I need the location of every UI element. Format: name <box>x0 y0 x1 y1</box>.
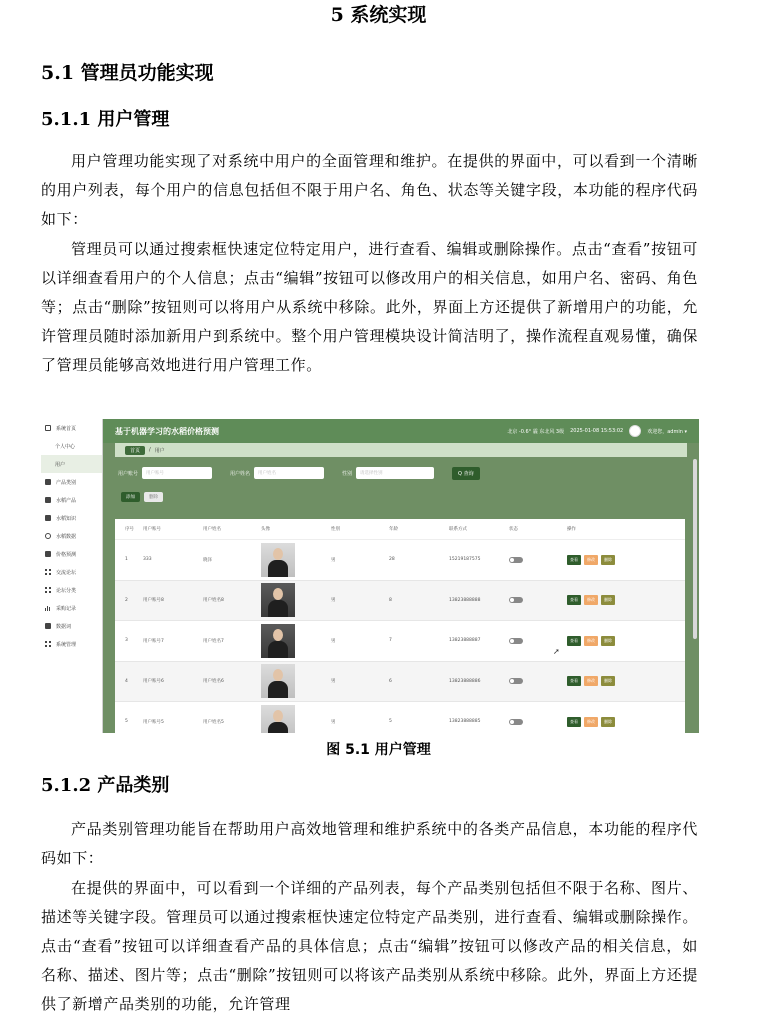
avatar[interactable] <box>629 425 641 437</box>
sidebar-item[interactable] <box>41 491 102 509</box>
sidebar-item-label: 系统首页 <box>56 425 77 432</box>
row-account: 333 <box>143 557 152 563</box>
row-phone: 13823888888 <box>449 597 481 603</box>
section-title: 5.1 管理员功能实现 <box>41 62 214 84</box>
column-header: 性别 <box>331 527 340 532</box>
sidebar-item-label: 采购记录 <box>56 605 77 612</box>
avatar-photo <box>261 664 295 698</box>
view-button[interactable]: 查看 <box>567 555 581 565</box>
column-header: 年龄 <box>389 527 398 532</box>
top-bar <box>103 419 699 443</box>
row-account: 用户账号5 <box>143 719 164 725</box>
column-header: 状态 <box>509 527 518 532</box>
row-age: 5 <box>389 719 392 725</box>
account-label: 用户账号 <box>118 470 139 477</box>
table-row[interactable] <box>115 540 685 581</box>
name-search-input[interactable]: 用户姓名 <box>254 467 324 479</box>
sidebar-item[interactable] <box>41 527 102 545</box>
row-avatar-cell <box>261 705 331 733</box>
row-actions <box>567 595 667 605</box>
sidebar-item-label: 产品类别 <box>56 479 77 486</box>
row-status-cell <box>509 719 567 725</box>
sidebar-item-label: 价格预测 <box>56 551 77 558</box>
row-number: 2 <box>125 597 128 603</box>
row-gender: 男 <box>331 598 336 604</box>
delete-button[interactable]: 删除 <box>601 717 615 727</box>
sidebar-item-label: 个人中心 <box>55 443 76 450</box>
row-gender: 男 <box>331 557 336 563</box>
row-actions <box>567 676 667 686</box>
row-age: 7 <box>389 638 392 644</box>
row-phone: 13823888885 <box>449 719 481 725</box>
row-account: 用户账号8 <box>143 598 164 604</box>
row-number: 4 <box>125 678 128 684</box>
row-avatar-cell <box>261 664 331 698</box>
column-header: 联系方式 <box>449 527 467 532</box>
sidebar-item[interactable] <box>41 473 102 491</box>
row-avatar-cell <box>261 583 331 617</box>
mouse-cursor-icon: ➚ <box>553 647 560 656</box>
status-toggle[interactable] <box>509 719 523 725</box>
row-name: 用户姓名8 <box>203 598 224 604</box>
row-status-cell <box>509 597 567 603</box>
table-row[interactable] <box>115 621 685 662</box>
row-avatar-cell <box>261 543 331 577</box>
delete-button[interactable]: 删除 <box>601 636 615 646</box>
search-row <box>103 457 699 481</box>
edit-button[interactable]: 修改 <box>584 636 598 646</box>
row-gender: 男 <box>331 719 336 725</box>
row-account: 用户账号6 <box>143 679 164 685</box>
sidebar-item-label: 交流论坛 <box>56 569 77 576</box>
top-bar-info <box>501 425 687 437</box>
row-number: 5 <box>125 719 128 725</box>
sidebar-item[interactable] <box>41 563 102 581</box>
weather-text: 北京 -0.6° 霾 东北风 3级 <box>507 428 565 435</box>
row-age: 8 <box>389 597 392 603</box>
delete-button[interactable]: 删除 <box>601 555 615 565</box>
app-title: 基于机器学习的水稻价格预测 <box>115 426 219 436</box>
row-avatar-cell <box>261 624 331 658</box>
status-toggle[interactable] <box>509 557 523 563</box>
row-phone: 13823888886 <box>449 678 481 684</box>
sidebar-item[interactable] <box>41 455 102 473</box>
category-icon <box>45 479 51 485</box>
row-age: 6 <box>389 678 392 684</box>
gender-label: 性别 <box>342 470 353 477</box>
edit-button[interactable]: 修改 <box>584 717 598 727</box>
predict-icon <box>45 551 51 557</box>
sidebar-item-label: 水稻产品 <box>56 497 77 504</box>
row-name: 用户姓名6 <box>203 679 224 685</box>
column-header: 头像 <box>261 527 270 532</box>
main-panel <box>103 419 699 733</box>
add-button[interactable]: 添加 <box>121 492 140 502</box>
sidebar-item[interactable] <box>41 437 102 455</box>
sidebar-item-label: 论坛分类 <box>56 587 77 594</box>
row-actions <box>567 717 667 727</box>
avatar-photo <box>261 543 295 577</box>
batch-delete-button[interactable]: 删除 <box>144 492 163 502</box>
subsection-title-product-category: 5.1.2 产品类别 <box>41 775 170 796</box>
view-button[interactable]: 查看 <box>567 717 581 727</box>
forum-icon <box>45 569 51 575</box>
table-row[interactable] <box>115 581 685 622</box>
row-status-cell <box>509 557 567 563</box>
dict-icon <box>45 623 51 629</box>
settings-icon <box>45 641 51 647</box>
row-gender: 男 <box>331 679 336 685</box>
view-button[interactable]: 查看 <box>567 636 581 646</box>
edit-button[interactable]: 修改 <box>584 595 598 605</box>
breadcrumb-current: 用户 <box>154 447 165 454</box>
account-search-input[interactable]: 用户账号 <box>142 467 212 479</box>
column-header: 用户账号 <box>143 527 161 532</box>
data-icon <box>45 533 51 539</box>
status-toggle[interactable] <box>509 597 523 603</box>
row-gender: 男 <box>331 638 336 644</box>
table-header <box>115 519 685 540</box>
edit-button[interactable]: 修改 <box>584 555 598 565</box>
row-number: 3 <box>125 638 128 644</box>
breadcrumb-separator: / <box>149 447 151 453</box>
sidebar-item[interactable] <box>41 509 102 527</box>
sidebar-item[interactable] <box>41 617 102 635</box>
sidebar-item[interactable] <box>41 419 102 437</box>
scrollbar[interactable] <box>693 459 697 639</box>
status-toggle[interactable] <box>509 678 523 684</box>
name-label: 用户姓名 <box>230 470 251 477</box>
sidebar-item-label: 系统管理 <box>56 641 77 648</box>
status-toggle[interactable] <box>509 638 523 644</box>
datetime-text: 2025-01-08 15:53:02 <box>570 428 624 434</box>
row-actions <box>567 636 667 646</box>
gender-select[interactable]: 请选择性别 <box>356 467 434 479</box>
chart-icon <box>45 605 51 611</box>
sidebar-item[interactable] <box>41 635 102 653</box>
view-button[interactable]: 查看 <box>567 595 581 605</box>
row-status-cell <box>509 678 567 684</box>
query-button[interactable]: Q 查询 <box>452 467 480 480</box>
sidebar-item-label: 用户 <box>55 461 66 468</box>
row-number: 1 <box>125 557 128 563</box>
sidebar-item[interactable] <box>41 545 102 563</box>
product-icon <box>45 497 51 503</box>
sidebar-item-label: 数据词 <box>56 623 72 630</box>
avatar-photo <box>261 705 295 733</box>
delete-button[interactable]: 删除 <box>601 676 615 686</box>
figure-caption: 图 5.1 用户管理 <box>326 742 431 758</box>
chapter-title: 5 系统实现 <box>330 4 427 26</box>
grid-icon <box>45 587 51 593</box>
row-phone: 15219187575 <box>449 557 481 563</box>
breadcrumb <box>115 443 687 457</box>
column-header: 用户姓名 <box>203 527 221 532</box>
row-name: 用户姓名5 <box>203 719 224 725</box>
book-icon <box>45 515 51 521</box>
paragraph-2: 管理员可以通过搜索框快速定位特定用户，进行查看、编辑或删除操作。点击“查看”按钮可以详细查看用户的个人信息；点击“编辑”按钮可以修改用户的相关信息，如用户名、密码、角色等；点击“删除”按钮则可以将用户从系统中移除。此外，界面上方还提供了新增用户的功能，允许管理员随时添加新用户到系统中。整个用户管理模块设计简洁明了，操作流程直观易懂，确保了管理员能够高效地进行用户管理工作。 <box>41 240 698 374</box>
breadcrumb-home[interactable]: 首页 <box>125 446 145 455</box>
row-age: 28 <box>389 557 395 563</box>
edit-button[interactable]: 修改 <box>584 676 598 686</box>
home-icon <box>45 425 51 431</box>
avatar-photo <box>261 624 295 658</box>
table-row[interactable] <box>115 702 685 733</box>
row-status-cell <box>509 638 567 644</box>
sidebar-item[interactable] <box>41 581 102 599</box>
user-management-screenshot <box>41 419 699 733</box>
row-name: 晓泽 <box>203 557 212 563</box>
row-phone: 13823888887 <box>449 638 481 644</box>
column-header: 序号 <box>125 527 134 532</box>
row-name: 用户姓名7 <box>203 638 224 644</box>
table-row[interactable] <box>115 662 685 703</box>
sidebar-item[interactable] <box>41 599 102 617</box>
row-account: 用户账号7 <box>143 638 164 644</box>
user-table <box>115 519 685 733</box>
action-button-row <box>103 481 699 503</box>
row-actions <box>567 555 667 565</box>
paragraph-3: 产品类别管理功能旨在帮助用户高效地管理和维护系统中的各类产品信息，本功能的程序代码如下： <box>41 820 698 867</box>
paragraph-4: 在提供的界面中，可以看到一个详细的产品列表，每个产品类别包括但不限于名称、图片、描述等关键字段。管理员可以通过搜索框快速定位特定产品类别，进行查看、编辑或删除操作。点击“查看”按钮可以详细查看产品的具体信息；点击“编辑”按钮可以修改产品的相关信息，如名称、描述、图片等；点击“删除”按钮则可以将该产品类别从系统中移除。此外，界面上方还提供了新增产品类别的功能，允许管理 <box>41 879 698 1013</box>
paragraph-1: 用户管理功能实现了对系统中用户的全面管理和维护。在提供的界面中，可以看到一个清晰的用户列表，每个用户的信息包括但不限于用户名、角色、状态等关键字段，本功能的程序代码如下： <box>41 152 698 228</box>
sidebar-item-label: 水稻知识 <box>56 515 77 522</box>
view-button[interactable]: 查看 <box>567 676 581 686</box>
avatar-photo <box>261 583 295 617</box>
sidebar <box>41 419 103 733</box>
welcome-menu[interactable]: 欢迎您，admin ▾ <box>647 428 687 435</box>
column-header: 操作 <box>567 527 576 532</box>
subsection-title-user-management: 5.1.1 用户管理 <box>41 109 170 130</box>
delete-button[interactable]: 删除 <box>601 595 615 605</box>
sidebar-item-label: 水稻数据 <box>56 533 77 540</box>
table-body <box>115 540 685 733</box>
